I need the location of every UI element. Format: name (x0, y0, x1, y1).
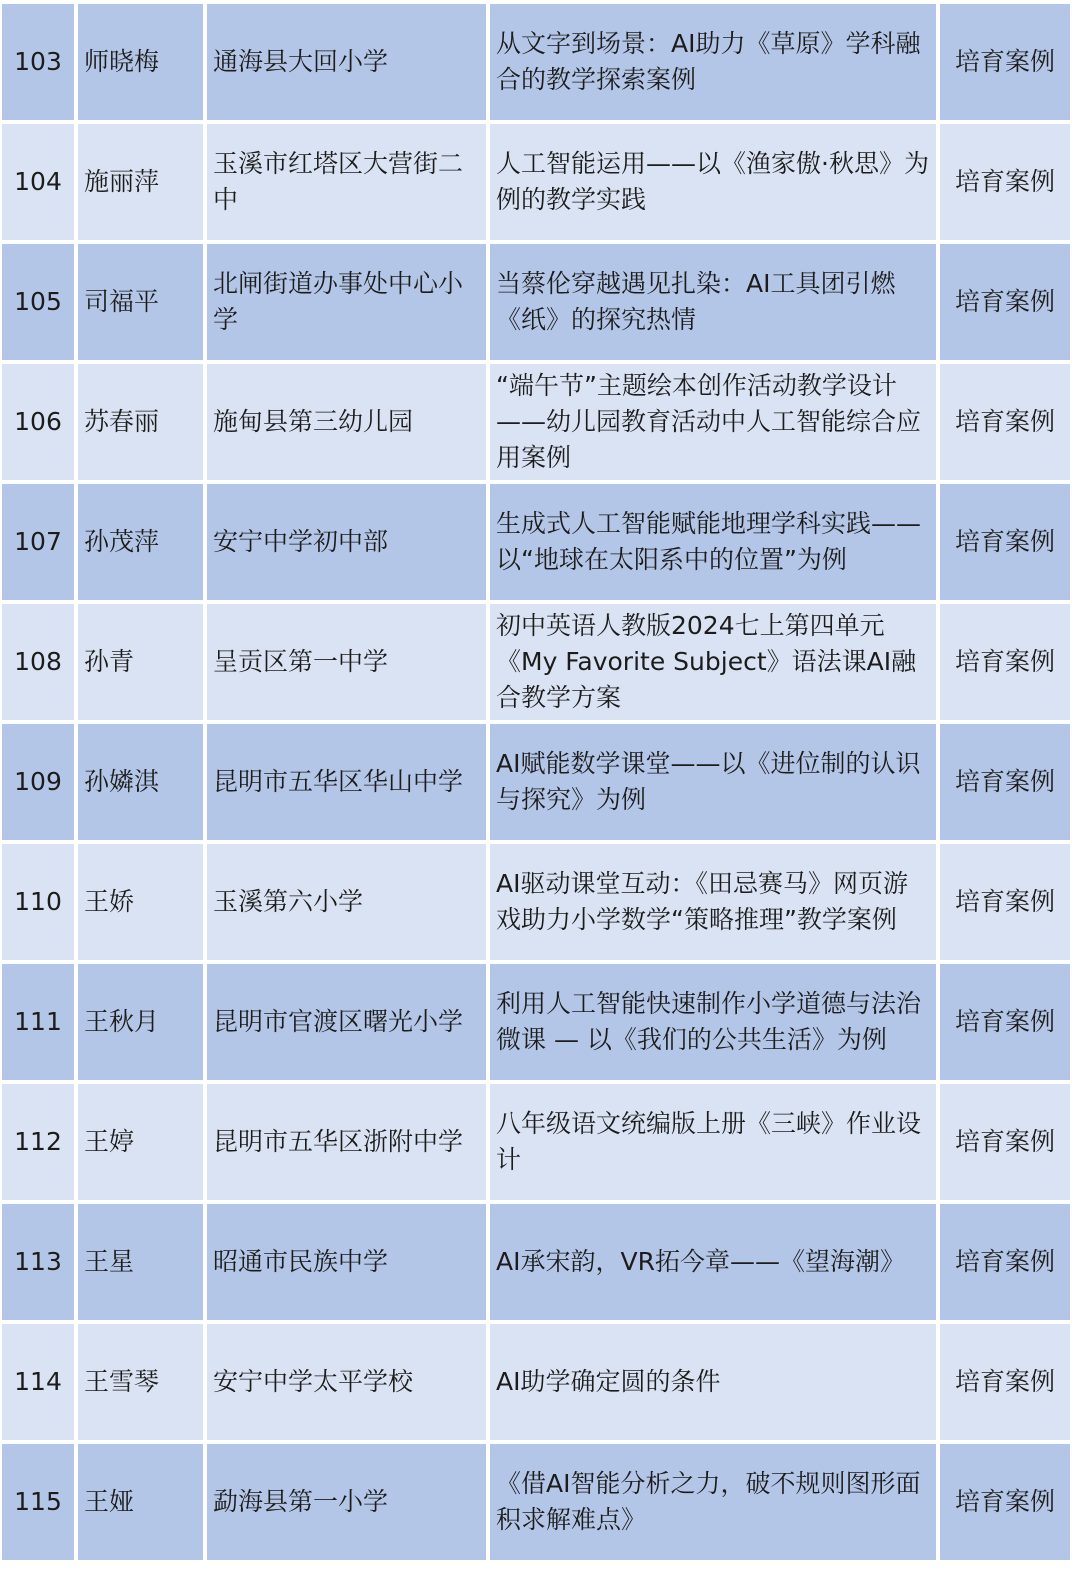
school-name-cell-text: 施甸县第三幼儿园 (213, 407, 414, 436)
row-number-cell (2, 484, 74, 600)
case-title-cell-text: AI助学确定圆的条件 (496, 1367, 721, 1396)
row-number-cell-text: 111 (14, 1007, 62, 1036)
teacher-name-cell (78, 484, 203, 600)
teacher-name-cell (78, 124, 203, 240)
school-name-cell (207, 364, 486, 480)
category-cell (940, 844, 1070, 960)
category-cell (940, 1084, 1070, 1200)
row-number-cell (2, 124, 74, 240)
table-row (2, 844, 1070, 960)
category-cell-text: 培育案例 (954, 647, 1055, 676)
school-name-cell-text: 通海县大回小学 (213, 47, 389, 76)
row-number-cell (2, 724, 74, 840)
category-cell-text: 培育案例 (954, 1127, 1055, 1156)
teacher-name-cell (78, 1444, 203, 1560)
row-number-cell (2, 964, 74, 1080)
row-number-cell (2, 364, 74, 480)
teacher-name-cell-text: 王娇 (84, 887, 135, 916)
teacher-name-cell (78, 604, 203, 720)
teacher-name-cell (78, 4, 203, 120)
school-name-cell (207, 1444, 486, 1560)
category-cell-text: 培育案例 (954, 407, 1055, 436)
case-title-cell (490, 964, 936, 1080)
school-name-cell-text: 勐海县第一小学 (213, 1487, 389, 1516)
school-name-cell-text: 昆明市五华区浙附中学 (213, 1127, 464, 1156)
category-cell (940, 724, 1070, 840)
school-name-cell (207, 1084, 486, 1200)
row-number-cell (2, 1204, 74, 1320)
case-title-cell (490, 1324, 936, 1440)
case-title-cell-text: AI赋能数学课堂——以《进位制的认识与探究》为例 (496, 749, 921, 814)
school-name-cell-text: 呈贡区第一中学 (213, 647, 389, 676)
row-number-cell-text: 113 (14, 1247, 62, 1276)
row-number-cell (2, 844, 74, 960)
school-name-cell-text: 昆明市五华区华山中学 (213, 767, 464, 796)
row-number-cell-text: 108 (14, 647, 62, 676)
case-title-cell (490, 724, 936, 840)
case-list-table (2, 0, 1070, 1564)
teacher-name-cell-text: 孙嫾淇 (84, 767, 160, 796)
category-cell-text: 培育案例 (954, 1487, 1055, 1516)
school-name-cell (207, 844, 486, 960)
teacher-name-cell-text: 孙茂萍 (84, 527, 160, 556)
school-name-cell (207, 484, 486, 600)
case-title-cell-text: 利用人工智能快速制作小学道德与法治微课 — 以《我们的公共生活》为例 (496, 989, 922, 1054)
case-title-cell-text: 从文字到场景：AI助力《草原》学科融合的教学探索案例 (496, 29, 921, 94)
category-cell (940, 1324, 1070, 1440)
table-row (2, 724, 1070, 840)
teacher-name-cell (78, 1324, 203, 1440)
case-title-cell-text: AI承宋韵，VR拓今章——《望海潮》 (496, 1247, 905, 1276)
row-number-cell-text: 107 (14, 527, 62, 556)
table-row (2, 1204, 1070, 1320)
school-name-cell-text: 玉溪市红塔区大营街二中 (213, 149, 464, 214)
school-name-cell-text: 安宁中学初中部 (213, 527, 389, 556)
row-number-cell-text: 106 (14, 407, 62, 436)
school-name-cell-text: 安宁中学太平学校 (213, 1367, 414, 1396)
case-title-cell (490, 604, 936, 720)
school-name-cell (207, 724, 486, 840)
case-title-cell-text: AI驱动课堂互动：《田忌赛马》网页游戏助力小学数学“策略推理”教学案例 (496, 869, 908, 934)
row-number-cell-text: 115 (14, 1487, 62, 1516)
row-number-cell (2, 1084, 74, 1200)
category-cell-text: 培育案例 (954, 1367, 1055, 1396)
category-cell (940, 1444, 1070, 1560)
case-title-cell (490, 244, 936, 360)
teacher-name-cell-text: 师晓梅 (84, 47, 160, 76)
teacher-name-cell (78, 244, 203, 360)
teacher-name-cell-text: 王婷 (84, 1127, 135, 1156)
row-number-cell (2, 4, 74, 120)
row-number-cell (2, 1444, 74, 1560)
case-title-cell-text: 初中英语人教版2024七上第四单元《My Favorite Subject》语法课AI融合教学方案 (496, 611, 917, 712)
school-name-cell (207, 1324, 486, 1440)
school-name-cell (207, 1204, 486, 1320)
case-title-cell (490, 1444, 936, 1560)
category-cell-text: 培育案例 (954, 1007, 1055, 1036)
case-title-cell (490, 4, 936, 120)
category-cell-text: 培育案例 (954, 887, 1055, 916)
category-cell (940, 1204, 1070, 1320)
table-row (2, 1324, 1070, 1440)
case-title-cell (490, 1084, 936, 1200)
category-cell-text: 培育案例 (954, 167, 1055, 196)
teacher-name-cell (78, 1084, 203, 1200)
category-cell (940, 4, 1070, 120)
case-title-cell (490, 364, 936, 480)
row-number-cell-text: 105 (14, 287, 62, 316)
case-title-cell (490, 844, 936, 960)
school-name-cell-text: 玉溪第六小学 (213, 887, 364, 916)
row-number-cell-text: 104 (14, 167, 62, 196)
teacher-name-cell-text: 司福平 (84, 287, 160, 316)
row-number-cell-text: 112 (14, 1127, 62, 1156)
teacher-name-cell-text: 王娅 (84, 1487, 135, 1516)
case-title-cell-text: 当蔡伦穿越遇见扎染：AI工具团引燃《纸》的探究热情 (496, 269, 896, 334)
teacher-name-cell (78, 844, 203, 960)
school-name-cell (207, 244, 486, 360)
row-number-cell-text: 109 (14, 767, 62, 796)
table-row (2, 4, 1070, 120)
row-number-cell (2, 244, 74, 360)
case-title-cell-text: 人工智能运用——以《渔家傲·秋思》为例的教学实践 (496, 149, 929, 214)
category-cell (940, 964, 1070, 1080)
table-row (2, 964, 1070, 1080)
school-name-cell-text: 昆明市官渡区曙光小学 (213, 1007, 464, 1036)
category-cell-text: 培育案例 (954, 767, 1055, 796)
teacher-name-cell (78, 1204, 203, 1320)
table-row (2, 1084, 1070, 1200)
table-row (2, 1444, 1070, 1560)
teacher-name-cell (78, 724, 203, 840)
teacher-name-cell (78, 964, 203, 1080)
case-title-cell (490, 1204, 936, 1320)
category-cell (940, 244, 1070, 360)
row-number-cell-text: 103 (14, 47, 62, 76)
school-name-cell (207, 604, 486, 720)
category-cell (940, 124, 1070, 240)
teacher-name-cell (78, 364, 203, 480)
category-cell-text: 培育案例 (954, 47, 1055, 76)
case-title-cell (490, 484, 936, 600)
teacher-name-cell-text: 王星 (84, 1247, 135, 1276)
row-number-cell (2, 1324, 74, 1440)
category-cell-text: 培育案例 (954, 527, 1055, 556)
school-name-cell-text: 北闸街道办事处中心小学 (213, 269, 464, 334)
table-row (2, 484, 1070, 600)
table-row (2, 604, 1070, 720)
case-title-cell-text: “端午节”主题绘本创作活动教学设计——幼儿园教育活动中人工智能综合应用案例 (496, 371, 922, 472)
table-row (2, 364, 1070, 480)
row-number-cell (2, 604, 74, 720)
table-row (2, 244, 1070, 360)
teacher-name-cell-text: 孙青 (84, 647, 135, 676)
school-name-cell-text: 昭通市民族中学 (213, 1247, 389, 1276)
category-cell (940, 604, 1070, 720)
case-title-cell-text: 八年级语文统编版上册《三峡》作业设计 (496, 1109, 922, 1174)
category-cell-text: 培育案例 (954, 287, 1055, 316)
table-row (2, 124, 1070, 240)
case-title-cell-text: 生成式人工智能赋能地理学科实践——以“地球在太阳系中的位置”为例 (496, 509, 922, 574)
category-cell-text: 培育案例 (954, 1247, 1055, 1276)
teacher-name-cell-text: 王雪琴 (84, 1367, 160, 1396)
row-number-cell-text: 110 (14, 887, 62, 916)
teacher-name-cell-text: 苏春丽 (84, 407, 160, 436)
case-title-cell-text: 《借AI智能分析之力，破不规则图形面积求解难点》 (496, 1469, 921, 1534)
school-name-cell (207, 4, 486, 120)
teacher-name-cell-text: 施丽萍 (84, 167, 160, 196)
school-name-cell (207, 964, 486, 1080)
category-cell (940, 484, 1070, 600)
school-name-cell (207, 124, 486, 240)
category-cell (940, 364, 1070, 480)
teacher-name-cell-text: 王秋月 (84, 1007, 160, 1036)
case-title-cell (490, 124, 936, 240)
row-number-cell-text: 114 (14, 1367, 62, 1396)
